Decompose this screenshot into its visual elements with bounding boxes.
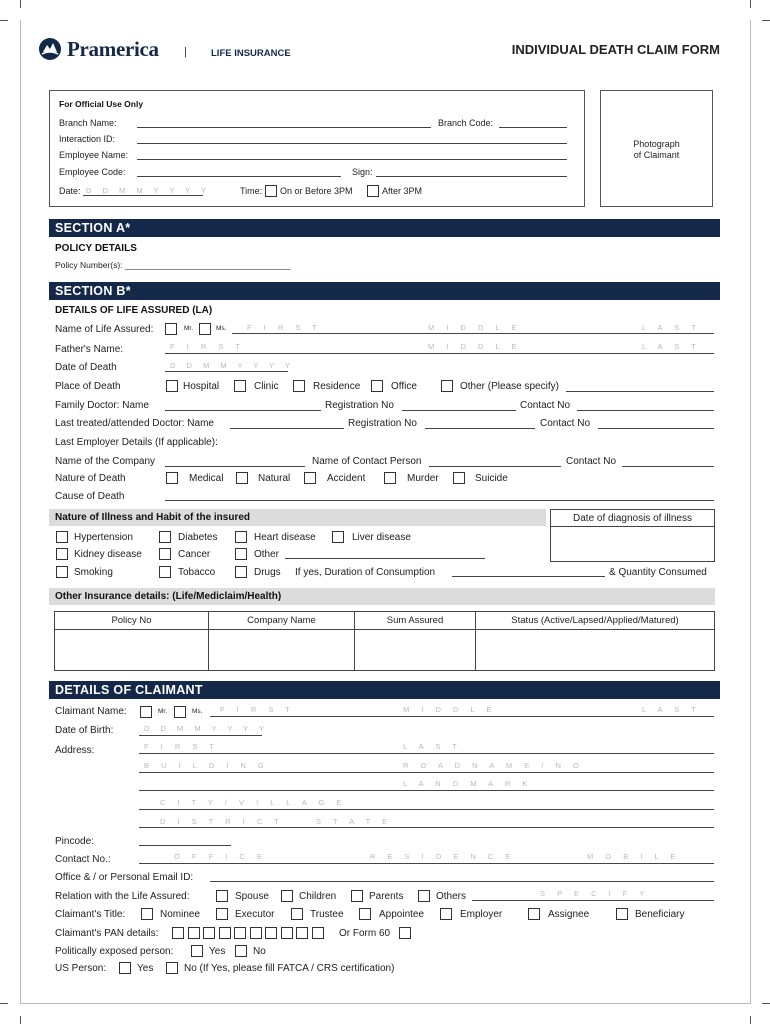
employee-name-field[interactable] bbox=[137, 159, 567, 160]
other-insurance-title: Other Insurance details: (Life/Mediclaim/Health) bbox=[55, 591, 282, 602]
claimant-mr-label: Mr. bbox=[158, 708, 168, 715]
claimant-ms-checkbox[interactable] bbox=[174, 706, 186, 718]
la-mr-checkbox[interactable] bbox=[165, 323, 177, 335]
nature-medical-checkbox[interactable] bbox=[166, 472, 178, 484]
official-date-field[interactable] bbox=[83, 195, 203, 196]
nature-suicide-checkbox[interactable] bbox=[453, 472, 465, 484]
illness-heart-label: Heart disease bbox=[254, 532, 316, 543]
pep-yes-checkbox[interactable] bbox=[191, 945, 203, 957]
quantity-label: & Quantity Consumed bbox=[609, 567, 707, 578]
illness-diabetes-label: Diabetes bbox=[178, 532, 218, 543]
illness-kidney-label: Kidney disease bbox=[74, 549, 142, 560]
family-doctor-reg-field[interactable] bbox=[402, 410, 516, 411]
building-placeholder: B U I L D I N G bbox=[144, 761, 269, 770]
title-employer-checkbox[interactable] bbox=[440, 908, 452, 920]
la-middle-placeholder: M I D D L E bbox=[428, 323, 522, 332]
claimant-dob-field[interactable] bbox=[139, 735, 262, 736]
illness-hypertension-label: Hypertension bbox=[74, 532, 133, 543]
nature-accident-checkbox[interactable] bbox=[304, 472, 316, 484]
family-doctor-contact-field[interactable] bbox=[577, 410, 714, 411]
company-contact-label: Contact No bbox=[566, 456, 617, 467]
office-placeholder: O F F I C E bbox=[174, 852, 267, 861]
col-sum-assured: Sum Assured bbox=[355, 612, 476, 630]
us-no-checkbox[interactable] bbox=[166, 962, 178, 974]
nature-accident-label: Accident bbox=[327, 473, 366, 484]
pan-char-box[interactable] bbox=[281, 927, 293, 939]
before-3pm-checkbox[interactable] bbox=[265, 185, 277, 197]
section-b-header: SECTION B* bbox=[49, 282, 720, 300]
illness-diabetes-checkbox[interactable] bbox=[159, 531, 171, 543]
place-clinic-checkbox[interactable] bbox=[234, 380, 246, 392]
address-line-1[interactable] bbox=[139, 753, 714, 754]
company-name-label: Name of the Company bbox=[55, 456, 156, 467]
family-doctor-reg-label: Registration No bbox=[325, 400, 394, 411]
illness-cancer-checkbox[interactable] bbox=[159, 548, 171, 560]
company-contact-field[interactable] bbox=[622, 466, 714, 467]
pan-char-box[interactable] bbox=[172, 927, 184, 939]
duration-label: If yes, Duration of Consumption bbox=[295, 567, 436, 578]
crop-mark bbox=[20, 0, 21, 8]
title-appointee-checkbox[interactable] bbox=[359, 908, 371, 920]
policy-details-title: POLICY DETAILS bbox=[55, 243, 137, 254]
company-name-field[interactable] bbox=[165, 466, 305, 467]
claimant-name-label: Claimant Name: bbox=[55, 706, 127, 717]
relation-children-checkbox[interactable] bbox=[281, 890, 293, 902]
place-of-death-label: Place of Death bbox=[55, 381, 121, 392]
pep-label: Politically exposed person: bbox=[55, 946, 174, 957]
landmark-placeholder: L A N D M A R K bbox=[403, 779, 533, 788]
branch-code-field[interactable] bbox=[499, 127, 567, 128]
place-office-checkbox[interactable] bbox=[371, 380, 383, 392]
la-ms-label: Ms. bbox=[216, 325, 227, 332]
cell-policy-no[interactable] bbox=[55, 630, 209, 671]
pan-char-box[interactable] bbox=[312, 927, 324, 939]
nature-medical-label: Medical bbox=[189, 473, 224, 484]
product-name: LIFE INSURANCE bbox=[211, 48, 291, 59]
address-line-4[interactable] bbox=[139, 809, 714, 810]
pan-label: Claimant's PAN details: bbox=[55, 928, 159, 939]
us-no-label: No (If Yes, please fill FATCA / CRS certification) bbox=[184, 963, 395, 974]
family-doctor-label: Family Doctor: Name bbox=[55, 400, 149, 411]
relation-others-checkbox[interactable] bbox=[418, 890, 430, 902]
claimant-dob-placeholder: D D M M Y Y Y Y bbox=[144, 724, 269, 733]
crop-mark bbox=[750, 0, 751, 8]
pincode-field[interactable] bbox=[139, 845, 231, 846]
cell-sum-assured[interactable] bbox=[355, 630, 476, 671]
relation-spouse-label: Spouse bbox=[235, 891, 269, 902]
habit-tobacco-label: Tobacco bbox=[178, 567, 216, 578]
illness-cancer-label: Cancer bbox=[178, 549, 211, 560]
illness-heart-checkbox[interactable] bbox=[235, 531, 247, 543]
diagnosis-box-divider bbox=[550, 526, 715, 527]
residence-placeholder: R E S I D E N C E bbox=[370, 852, 516, 861]
details-of-la-title: DETAILS OF LIFE ASSURED (LA) bbox=[55, 305, 213, 316]
branch-name-field[interactable] bbox=[137, 127, 431, 128]
pep-no-checkbox[interactable] bbox=[235, 945, 247, 957]
form-title: INDIVIDUAL DEATH CLAIM FORM bbox=[511, 42, 720, 57]
pan-char-box[interactable] bbox=[219, 927, 231, 939]
crop-mark bbox=[762, 1003, 770, 1004]
claimant-middle-placeholder: M I D D L E bbox=[403, 705, 497, 714]
claimant-title-label: Claimant's Title: bbox=[55, 909, 126, 920]
last-employer-label: Last Employer Details (If applicable): bbox=[55, 437, 218, 448]
contact-person-field[interactable] bbox=[429, 466, 561, 467]
col-policy-no: Policy No bbox=[55, 612, 209, 630]
last-doctor-reg-field[interactable] bbox=[425, 428, 535, 429]
relation-spouse-checkbox[interactable] bbox=[216, 890, 228, 902]
place-office-label: Office bbox=[391, 381, 417, 392]
nature-natural-label: Natural bbox=[258, 473, 291, 484]
col-status: Status (Active/Lapsed/Applied/Matured) bbox=[476, 612, 715, 630]
la-mr-label: Mr. bbox=[184, 325, 194, 332]
after-3pm-checkbox[interactable] bbox=[367, 185, 379, 197]
pep-yes-label: Yes bbox=[209, 946, 226, 957]
email-label: Office & / or Personal Email ID: bbox=[55, 872, 194, 883]
diagnosis-date-label: Date of diagnosis of illness bbox=[573, 513, 692, 524]
la-name-label: Name of Life Assured: bbox=[55, 324, 154, 335]
habit-smoking-label: Smoking bbox=[74, 567, 113, 578]
pan-char-box[interactable] bbox=[250, 927, 262, 939]
official-use-title: For Official Use Only bbox=[59, 99, 144, 109]
pan-char-box[interactable] bbox=[296, 927, 308, 939]
us-yes-label: Yes bbox=[137, 963, 154, 974]
la-first-placeholder: F I R S T bbox=[247, 323, 322, 332]
place-other-label: Other (Please specify) bbox=[460, 381, 559, 392]
employee-code-label: Employee Code: bbox=[59, 167, 126, 177]
place-other-checkbox[interactable] bbox=[441, 380, 453, 392]
brand-logo-icon bbox=[38, 37, 62, 61]
claimant-name-field[interactable] bbox=[210, 716, 714, 717]
crop-mark bbox=[0, 20, 8, 21]
us-yes-checkbox[interactable] bbox=[119, 962, 131, 974]
address-first-placeholder: F I R S T bbox=[144, 742, 219, 751]
address-line-5[interactable] bbox=[139, 827, 714, 828]
title-employer-label: Employer bbox=[460, 909, 503, 920]
date-of-death-label: Date of Death bbox=[55, 362, 117, 373]
place-hospital-label: Hospital bbox=[183, 381, 220, 392]
nature-murder-label: Murder bbox=[407, 473, 439, 484]
photo-label-line2: of Claimant bbox=[633, 150, 680, 160]
last-doctor-contact-label: Contact No bbox=[540, 418, 591, 429]
form60-label: Or Form 60 bbox=[339, 928, 391, 939]
relation-others-label: Others bbox=[436, 891, 467, 902]
last-doctor-reg-label: Registration No bbox=[348, 418, 417, 429]
claimant-mr-checkbox[interactable] bbox=[140, 706, 152, 718]
contact-person-label: Name of Contact Person bbox=[312, 456, 422, 467]
cell-status[interactable] bbox=[476, 630, 715, 671]
relation-children-label: Children bbox=[299, 891, 337, 902]
place-hospital-checkbox[interactable] bbox=[166, 380, 178, 392]
la-name-field[interactable] bbox=[232, 333, 714, 334]
date-of-death-field[interactable] bbox=[165, 371, 288, 372]
title-trustee-checkbox[interactable] bbox=[291, 908, 303, 920]
policy-numbers-field[interactable]: Policy Number(s): ___________________________________ bbox=[55, 260, 291, 270]
relation-specify-field[interactable] bbox=[472, 900, 714, 901]
father-middle-placeholder: M I D D L E bbox=[428, 342, 522, 351]
branch-name-label: Branch Name: bbox=[59, 118, 117, 128]
father-name-label: Father's Name: bbox=[55, 344, 124, 355]
place-residence-checkbox[interactable] bbox=[293, 380, 305, 392]
relation-parents-checkbox[interactable] bbox=[351, 890, 363, 902]
illness-kidney-checkbox[interactable] bbox=[56, 548, 68, 560]
title-beneficiary-checkbox[interactable] bbox=[616, 908, 628, 920]
title-executor-label: Executor bbox=[235, 909, 275, 920]
relation-parents-label: Parents bbox=[369, 891, 404, 902]
father-last-placeholder: L A S T bbox=[642, 342, 701, 351]
relation-label: Relation with the Life Assured: bbox=[55, 891, 190, 902]
pan-char-box[interactable] bbox=[234, 927, 246, 939]
claimant-first-placeholder: F I R S T bbox=[220, 705, 295, 714]
father-name-field[interactable] bbox=[165, 353, 714, 354]
illness-title: Nature of Illness and Habit of the insured bbox=[55, 512, 251, 523]
date-label: Date: bbox=[59, 186, 81, 196]
la-last-placeholder: L A S T bbox=[642, 323, 701, 332]
other-insurance-table bbox=[54, 611, 715, 671]
brand-name: Pramerica bbox=[67, 37, 159, 61]
crop-mark bbox=[762, 20, 770, 21]
employee-name-label: Employee Name: bbox=[59, 150, 129, 160]
crop-mark bbox=[20, 1016, 21, 1024]
branch-code-label: Branch Code: bbox=[438, 118, 494, 128]
date-of-death-placeholder: D D M M Y Y Y Y bbox=[170, 361, 295, 370]
contact-label: Contact No.: bbox=[55, 854, 111, 865]
illness-other-label: Other bbox=[254, 549, 280, 560]
crop-mark bbox=[750, 1016, 751, 1024]
header-separator: | bbox=[184, 46, 187, 58]
father-first-placeholder: F I R S T bbox=[170, 342, 245, 351]
pan-char-box[interactable] bbox=[203, 927, 215, 939]
mobile-placeholder: M O B I L E bbox=[587, 852, 681, 861]
title-assignee-label: Assignee bbox=[548, 909, 590, 920]
district-placeholder: D I S T R I C T bbox=[160, 817, 284, 826]
family-doctor-name-field[interactable] bbox=[165, 410, 321, 411]
title-nominee-label: Nominee bbox=[160, 909, 201, 920]
sign-label: Sign: bbox=[352, 167, 373, 177]
last-doctor-name-field[interactable] bbox=[230, 428, 344, 429]
form60-checkbox[interactable] bbox=[399, 927, 411, 939]
contact-field[interactable] bbox=[139, 863, 714, 864]
road-placeholder: R O A D N A M E / N O bbox=[403, 761, 584, 770]
habit-tobacco-checkbox[interactable] bbox=[159, 566, 171, 578]
interaction-id-field[interactable] bbox=[137, 143, 567, 144]
title-trustee-label: Trustee bbox=[310, 909, 344, 920]
duration-field[interactable] bbox=[452, 576, 605, 577]
title-assignee-checkbox[interactable] bbox=[528, 908, 540, 920]
place-residence-label: Residence bbox=[313, 381, 361, 392]
photo-label-line1: Photograph bbox=[633, 139, 680, 149]
time-label: Time: bbox=[240, 186, 263, 196]
habit-smoking-checkbox[interactable] bbox=[56, 566, 68, 578]
interaction-id-label: Interaction ID: bbox=[59, 134, 116, 144]
nature-natural-checkbox[interactable] bbox=[236, 472, 248, 484]
pep-no-label: No bbox=[253, 946, 266, 957]
address-line-2[interactable] bbox=[139, 772, 714, 773]
date-placeholder: D D M M Y Y Y Y bbox=[86, 186, 211, 195]
specify-placeholder: S P E C I F Y bbox=[540, 889, 650, 898]
place-other-field[interactable] bbox=[566, 391, 714, 392]
claimant-dob-label: Date of Birth: bbox=[55, 725, 114, 736]
illness-liver-label: Liver disease bbox=[352, 532, 411, 543]
title-nominee-checkbox[interactable] bbox=[141, 908, 153, 920]
habit-drugs-checkbox[interactable] bbox=[235, 566, 247, 578]
crop-mark bbox=[0, 1003, 8, 1004]
nature-of-death-label: Nature of Death bbox=[55, 473, 126, 484]
la-ms-checkbox[interactable] bbox=[199, 323, 211, 335]
last-doctor-label: Last treated/attended Doctor: Name bbox=[55, 418, 214, 429]
email-field[interactable] bbox=[210, 881, 714, 882]
pincode-label: Pincode: bbox=[55, 836, 94, 847]
address-line-3[interactable] bbox=[139, 790, 714, 791]
claimant-ms-label: Ms. bbox=[192, 708, 203, 715]
claimant-last-placeholder: L A S T bbox=[642, 705, 701, 714]
illness-liver-checkbox[interactable] bbox=[332, 531, 344, 543]
address-label: Address: bbox=[55, 745, 95, 756]
section-a-header: SECTION A* bbox=[49, 219, 720, 237]
employee-code-field[interactable] bbox=[137, 176, 341, 177]
title-appointee-label: Appointee bbox=[379, 909, 425, 920]
col-company-name: Company Name bbox=[209, 612, 355, 630]
city-placeholder: C I T Y / V I L L A G E bbox=[160, 798, 347, 807]
cause-of-death-label: Cause of Death bbox=[55, 491, 125, 502]
title-executor-checkbox[interactable] bbox=[216, 908, 228, 920]
family-doctor-contact-label: Contact No bbox=[520, 400, 571, 411]
us-person-label: US Person: bbox=[55, 963, 107, 974]
habit-drugs-label: Drugs bbox=[254, 567, 281, 578]
last-doctor-contact-field[interactable] bbox=[598, 428, 714, 429]
cause-of-death-field[interactable] bbox=[165, 500, 714, 501]
before-3pm-label: On or Before 3PM bbox=[280, 186, 353, 196]
pan-char-box[interactable] bbox=[265, 927, 277, 939]
state-placeholder: S T A T E bbox=[316, 817, 393, 826]
place-clinic-label: Clinic bbox=[254, 381, 279, 392]
illness-other-checkbox[interactable] bbox=[235, 548, 247, 560]
nature-suicide-label: Suicide bbox=[475, 473, 508, 484]
illness-other-field[interactable] bbox=[285, 558, 485, 559]
cell-company-name[interactable] bbox=[209, 630, 355, 671]
sign-field[interactable] bbox=[376, 176, 567, 177]
after-3pm-label: After 3PM bbox=[382, 186, 423, 196]
address-last-placeholder: L A S T bbox=[403, 742, 462, 751]
title-beneficiary-label: Beneficiary bbox=[635, 909, 685, 920]
illness-hypertension-checkbox[interactable] bbox=[56, 531, 68, 543]
nature-murder-checkbox[interactable] bbox=[384, 472, 396, 484]
pan-char-box[interactable] bbox=[188, 927, 200, 939]
claimant-header: DETAILS OF CLAIMANT bbox=[49, 681, 720, 699]
